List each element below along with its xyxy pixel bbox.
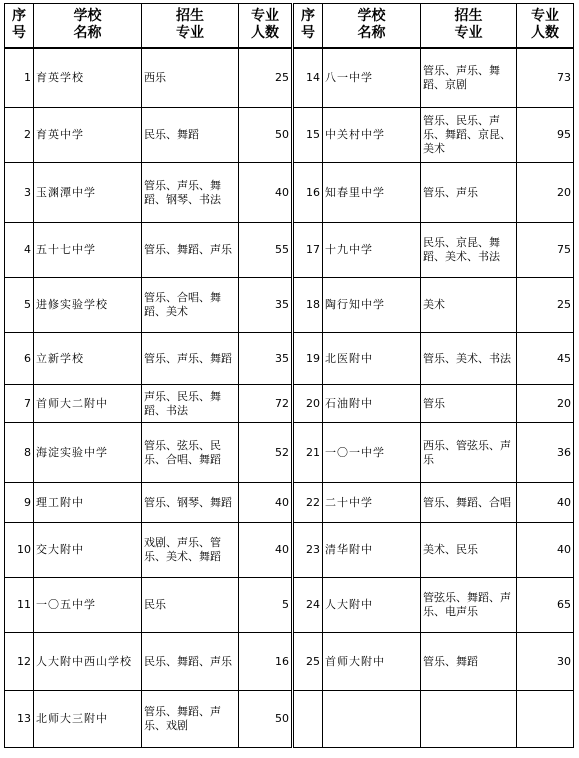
row-number: 17 xyxy=(293,223,323,278)
header-major: 招生 专业 xyxy=(142,4,239,48)
enrollment-majors: 管乐、民乐、声乐、舞蹈、京昆、美术 xyxy=(421,108,517,163)
school-name: 清华附中 xyxy=(323,523,421,578)
enrollment-count: 40 xyxy=(517,523,574,578)
row-number: 1 xyxy=(5,48,34,108)
header-school: 学校 名称 xyxy=(34,4,142,48)
enrollment-majors: 美术 xyxy=(421,278,517,333)
row-number: 14 xyxy=(293,48,323,108)
row-number: 20 xyxy=(293,385,323,423)
row-number: 4 xyxy=(5,223,34,278)
enrollment-count: 52 xyxy=(239,423,293,483)
enrollment-count: 75 xyxy=(517,223,574,278)
table-row xyxy=(5,48,574,108)
school-name: 首师大附中 xyxy=(323,633,421,691)
school-name: 知春里中学 xyxy=(323,163,421,223)
row-number: 19 xyxy=(293,333,323,385)
enrollment-majors xyxy=(421,691,517,748)
row-number: 15 xyxy=(293,108,323,163)
school-name: 进修实验学校 xyxy=(34,278,142,333)
row-number xyxy=(293,691,323,748)
enrollment-count: 25 xyxy=(239,48,293,108)
enrollment-count: 72 xyxy=(239,385,293,423)
enrollment-majors: 管乐 xyxy=(421,385,517,423)
table-row xyxy=(5,333,574,385)
enrollment-majors: 管乐、美术、书法 xyxy=(421,333,517,385)
enrollment-count: 40 xyxy=(239,523,293,578)
enrollment-count: 35 xyxy=(239,333,293,385)
school-name: 首师大二附中 xyxy=(34,385,142,423)
enrollment-count: 20 xyxy=(517,385,574,423)
enrollment-count: 30 xyxy=(517,633,574,691)
school-name: 一〇五中学 xyxy=(34,578,142,633)
school-name: 育英学校 xyxy=(34,48,142,108)
enrollment-count: 16 xyxy=(239,633,293,691)
row-number: 9 xyxy=(5,483,34,523)
row-number: 2 xyxy=(5,108,34,163)
row-number: 25 xyxy=(293,633,323,691)
enrollment-count: 20 xyxy=(517,163,574,223)
school-name: 海淀实验中学 xyxy=(34,423,142,483)
enrollment-majors: 美术、民乐 xyxy=(421,523,517,578)
enrollment-count: 5 xyxy=(239,578,293,633)
table-row xyxy=(5,691,574,748)
enrollment-majors: 民乐、舞蹈 xyxy=(142,108,239,163)
school-name: 玉渊潭中学 xyxy=(34,163,142,223)
enrollment-majors: 管乐、舞蹈、合唱 xyxy=(421,483,517,523)
enrollment-count: 45 xyxy=(517,333,574,385)
table-row xyxy=(5,633,574,691)
school-name: 十九中学 xyxy=(323,223,421,278)
school-name: 育英中学 xyxy=(34,108,142,163)
school-name: 石油附中 xyxy=(323,385,421,423)
header-count-right: 专业 人数 xyxy=(517,4,574,48)
school-name: 八一中学 xyxy=(323,48,421,108)
table-row xyxy=(5,523,574,578)
table-row xyxy=(5,163,574,223)
enrollment-count xyxy=(517,691,574,748)
table-row xyxy=(5,578,574,633)
enrollment-count: 95 xyxy=(517,108,574,163)
enrollment-majors: 管乐、弦乐、民乐、合唱、舞蹈 xyxy=(142,423,239,483)
enrollment-count: 25 xyxy=(517,278,574,333)
table-row xyxy=(5,223,574,278)
row-number: 16 xyxy=(293,163,323,223)
row-number: 10 xyxy=(5,523,34,578)
header-no-right: 序 号 xyxy=(293,4,323,48)
enrollment-majors: 管乐、声乐 xyxy=(421,163,517,223)
row-number: 23 xyxy=(293,523,323,578)
row-number: 24 xyxy=(293,578,323,633)
row-number: 6 xyxy=(5,333,34,385)
enrollment-count: 36 xyxy=(517,423,574,483)
table-row xyxy=(5,483,574,523)
row-number: 5 xyxy=(5,278,34,333)
school-name: 理工附中 xyxy=(34,483,142,523)
enrollment-count: 65 xyxy=(517,578,574,633)
school-name: 北师大三附中 xyxy=(34,691,142,748)
enrollment-majors: 管弦乐、舞蹈、声乐、电声乐 xyxy=(421,578,517,633)
school-name: 交大附中 xyxy=(34,523,142,578)
row-number: 3 xyxy=(5,163,34,223)
enrollment-majors: 西乐 xyxy=(142,48,239,108)
header-row xyxy=(5,4,574,48)
table-row xyxy=(5,278,574,333)
enrollment-majors: 管乐、声乐、舞蹈、钢琴、书法 xyxy=(142,163,239,223)
school-name: 中关村中学 xyxy=(323,108,421,163)
row-number: 18 xyxy=(293,278,323,333)
row-number: 8 xyxy=(5,423,34,483)
row-number: 21 xyxy=(293,423,323,483)
header-count: 专业 人数 xyxy=(239,4,293,48)
enrollment-count: 55 xyxy=(239,223,293,278)
enrollment-count: 40 xyxy=(239,163,293,223)
enrollment-count: 40 xyxy=(239,483,293,523)
school-name: 人大附中 xyxy=(323,578,421,633)
enrollment-majors: 声乐、民乐、舞蹈、书法 xyxy=(142,385,239,423)
enrollment-majors: 民乐 xyxy=(142,578,239,633)
enrollment-majors: 戏剧、声乐、管乐、美术、舞蹈 xyxy=(142,523,239,578)
enrollment-majors: 管乐、合唱、舞蹈、美术 xyxy=(142,278,239,333)
school-name: 一〇一中学 xyxy=(323,423,421,483)
enrollment-majors: 管乐、声乐、舞蹈、京剧 xyxy=(421,48,517,108)
enrollment-count: 40 xyxy=(517,483,574,523)
school-name: 北医附中 xyxy=(323,333,421,385)
enrollment-majors: 民乐、舞蹈、声乐 xyxy=(142,633,239,691)
row-number: 22 xyxy=(293,483,323,523)
enrollment-majors: 管乐、舞蹈、声乐 xyxy=(142,223,239,278)
enrollment-count: 50 xyxy=(239,108,293,163)
row-number: 11 xyxy=(5,578,34,633)
enrollment-majors: 民乐、京昆、舞蹈、美术、书法 xyxy=(421,223,517,278)
header-school-right: 学校 名称 xyxy=(323,4,421,48)
enrollment-majors: 管乐、舞蹈、声乐、戏剧 xyxy=(142,691,239,748)
table-row xyxy=(5,423,574,483)
enrollment-majors: 管乐、声乐、舞蹈 xyxy=(142,333,239,385)
header-major-right: 招生 专业 xyxy=(421,4,517,48)
enrollment-majors: 管乐、钢琴、舞蹈 xyxy=(142,483,239,523)
enrollment-majors: 管乐、舞蹈 xyxy=(421,633,517,691)
school-name: 五十七中学 xyxy=(34,223,142,278)
school-name xyxy=(323,691,421,748)
row-number: 7 xyxy=(5,385,34,423)
school-name: 人大附中西山学校 xyxy=(34,633,142,691)
table-row xyxy=(5,385,574,423)
enrollment-majors: 西乐、管弦乐、声乐 xyxy=(421,423,517,483)
enrollment-table xyxy=(4,3,574,748)
enrollment-count: 35 xyxy=(239,278,293,333)
enrollment-count: 50 xyxy=(239,691,293,748)
school-name: 二十中学 xyxy=(323,483,421,523)
row-number: 12 xyxy=(5,633,34,691)
row-number: 13 xyxy=(5,691,34,748)
enrollment-count: 73 xyxy=(517,48,574,108)
school-name: 陶行知中学 xyxy=(323,278,421,333)
school-name: 立新学校 xyxy=(34,333,142,385)
header-no: 序 号 xyxy=(5,4,34,48)
table-row xyxy=(5,108,574,163)
